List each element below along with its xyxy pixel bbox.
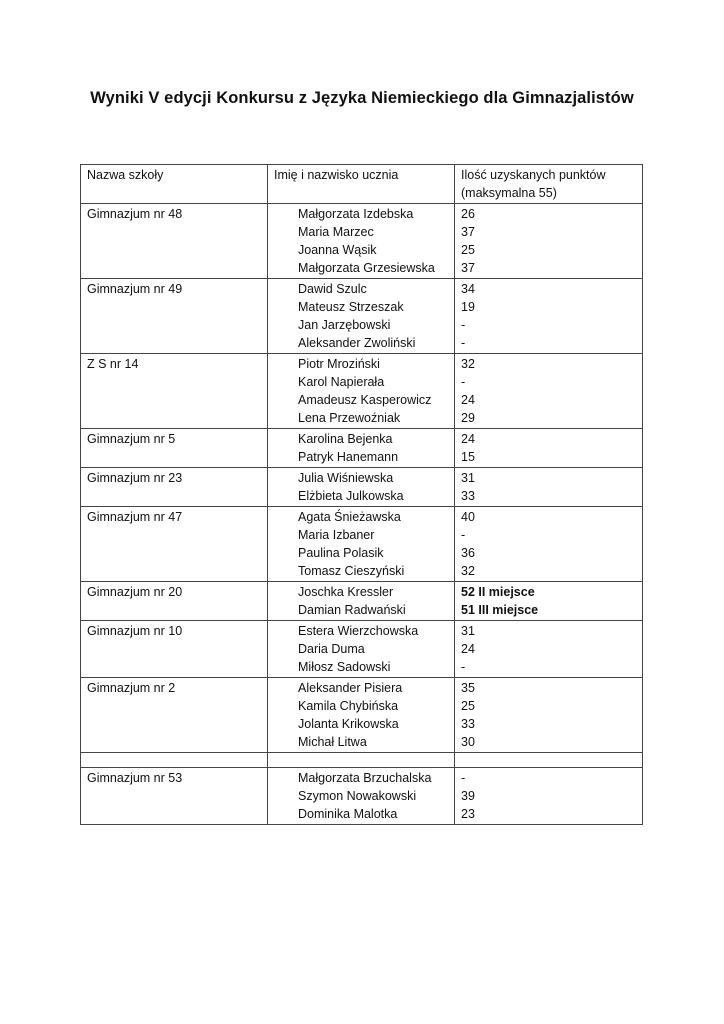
student-points: 31: [461, 624, 475, 638]
points-cell: [455, 354, 643, 429]
student-points: 24: [461, 393, 475, 407]
student-name: Elżbieta Julkowska: [298, 489, 404, 503]
table-header-row: [81, 165, 643, 204]
student-points: 23: [461, 807, 475, 821]
students-cell: [268, 204, 455, 279]
table-body: [81, 204, 643, 825]
student-name: Joanna Wąsik: [298, 243, 377, 257]
student-name: Lena Przewoźniak: [298, 411, 401, 425]
student-points: 25: [461, 699, 475, 713]
school-cell: [81, 582, 268, 621]
student-points: 24: [461, 432, 475, 446]
student-points: 40: [461, 510, 475, 524]
table-row: [81, 204, 643, 279]
school-name: Gimnazjum nr 47: [87, 510, 183, 524]
student-points: 35: [461, 681, 475, 695]
student-name: Tomasz Cieszyński: [298, 564, 405, 578]
spacer-cell: [81, 753, 268, 768]
student-points: 37: [461, 225, 475, 239]
student-name: Małgorzata Grzesiewska: [298, 261, 435, 275]
school-name: Gimnazjum nr 2: [87, 681, 176, 695]
student-name: Julia Wiśniewska: [298, 471, 394, 485]
school-name: Gimnazjum nr 23: [87, 471, 183, 485]
table-row: [81, 354, 643, 429]
school-cell: [81, 507, 268, 582]
header-school-label: Nazwa szkoły: [87, 168, 164, 182]
student-name: Michał Litwa: [298, 735, 367, 749]
school-name: Gimnazjum nr 20: [87, 585, 183, 599]
student-points: -: [461, 336, 466, 350]
student-name: Daria Duma: [298, 642, 365, 656]
students-cell: [268, 354, 455, 429]
table-row: [81, 582, 643, 621]
student-name: Miłosz Sadowski: [298, 660, 391, 674]
header-student: [268, 165, 455, 204]
student-points: 39: [461, 789, 475, 803]
students-cell: [268, 429, 455, 468]
header-points-label: Ilość uzyskanych punktów: [461, 168, 606, 182]
spacer-cell: [455, 753, 643, 768]
student-points: 30: [461, 735, 475, 749]
points-cell: [455, 429, 643, 468]
table-row: [81, 279, 643, 354]
points-cell: [455, 204, 643, 279]
student-points: 15: [461, 450, 475, 464]
student-name: Aleksander Zwoliński: [298, 336, 416, 350]
student-name: Agata Śnieżawska: [298, 510, 401, 524]
student-points: 31: [461, 471, 475, 485]
student-name: Karol Napierała: [298, 375, 385, 389]
spacer-cell: [268, 753, 455, 768]
student-points: -: [461, 318, 466, 332]
table-row: [81, 678, 643, 753]
school-cell: [81, 204, 268, 279]
student-points: 51 III miejsce: [461, 603, 539, 617]
student-points: -: [461, 771, 466, 785]
school-name: Gimnazjum nr 53: [87, 771, 183, 785]
student-points: 29: [461, 411, 475, 425]
header-points: [455, 165, 643, 204]
student-name: Dawid Szulc: [298, 282, 367, 296]
student-name: Jan Jarzębowski: [298, 318, 391, 332]
student-points: -: [461, 528, 466, 542]
student-name: Małgorzata Izdebska: [298, 207, 414, 221]
header-student-label: Imię i nazwisko ucznia: [274, 168, 399, 182]
table-row: [81, 507, 643, 582]
school-name: Gimnazjum nr 48: [87, 207, 183, 221]
student-name: Patryk Hanemann: [298, 450, 399, 464]
student-points: 34: [461, 282, 475, 296]
student-points: 33: [461, 717, 475, 731]
student-name: Karolina Bejenka: [298, 432, 393, 446]
student-points: 37: [461, 261, 475, 275]
school-cell: [81, 621, 268, 678]
students-cell: [268, 621, 455, 678]
student-name: Jolanta Krikowska: [298, 717, 399, 731]
student-points: -: [461, 375, 466, 389]
page-title: Wyniki V edycji Konkursu z Języka Niemieckiego dla Gimnazjalistów: [90, 89, 634, 107]
school-cell: [81, 768, 268, 825]
student-points: 25: [461, 243, 475, 257]
student-name: Paulina Polasik: [298, 546, 384, 560]
student-name: Kamila Chybińska: [298, 699, 399, 713]
student-name: Estera Wierzchowska: [298, 624, 419, 638]
school-cell: [81, 279, 268, 354]
student-points: 52 II miejsce: [461, 585, 535, 599]
school-cell: [81, 468, 268, 507]
student-points: 33: [461, 489, 475, 503]
student-points: 36: [461, 546, 475, 560]
student-name: Maria Marzec: [298, 225, 374, 239]
student-points: 19: [461, 300, 475, 314]
points-cell: [455, 468, 643, 507]
points-cell: [455, 507, 643, 582]
student-name: Dominika Malotka: [298, 807, 398, 821]
results-table: [80, 164, 643, 825]
header-points-note: (maksymalna 55): [461, 186, 557, 200]
points-cell: [455, 621, 643, 678]
student-name: Joschka Kressler: [298, 585, 394, 599]
points-cell: [455, 279, 643, 354]
school-cell: [81, 354, 268, 429]
school-cell: [81, 678, 268, 753]
student-name: Maria Izbaner: [298, 528, 375, 542]
students-cell: [268, 582, 455, 621]
school-name: Gimnazjum nr 49: [87, 282, 183, 296]
students-cell: [268, 507, 455, 582]
student-name: Damian Radwański: [298, 603, 406, 617]
student-points: 32: [461, 564, 475, 578]
table-row: [81, 468, 643, 507]
table-row: [81, 621, 643, 678]
table-row: [81, 768, 643, 825]
school-name: Z S nr 14: [87, 357, 139, 371]
students-cell: [268, 468, 455, 507]
students-cell: [268, 768, 455, 825]
student-name: Amadeusz Kasperowicz: [298, 393, 432, 407]
school-name: Gimnazjum nr 5: [87, 432, 176, 446]
points-cell: [455, 768, 643, 825]
table-row: [81, 429, 643, 468]
students-cell: [268, 279, 455, 354]
table-spacer-row: [81, 753, 643, 768]
header-school: [81, 165, 268, 204]
student-points: 24: [461, 642, 475, 656]
student-name: Piotr Mroziński: [298, 357, 380, 371]
school-cell: [81, 429, 268, 468]
school-name: Gimnazjum nr 10: [87, 624, 183, 638]
student-points: -: [461, 660, 466, 674]
student-name: Szymon Nowakowski: [298, 789, 417, 803]
student-name: Małgorzata Brzuchalska: [298, 771, 432, 785]
points-cell: [455, 678, 643, 753]
student-name: Mateusz Strzeszak: [298, 300, 404, 314]
student-points: 26: [461, 207, 475, 221]
students-cell: [268, 678, 455, 753]
student-name: Aleksander Pisiera: [298, 681, 403, 695]
points-cell: [455, 582, 643, 621]
student-points: 32: [461, 357, 475, 371]
